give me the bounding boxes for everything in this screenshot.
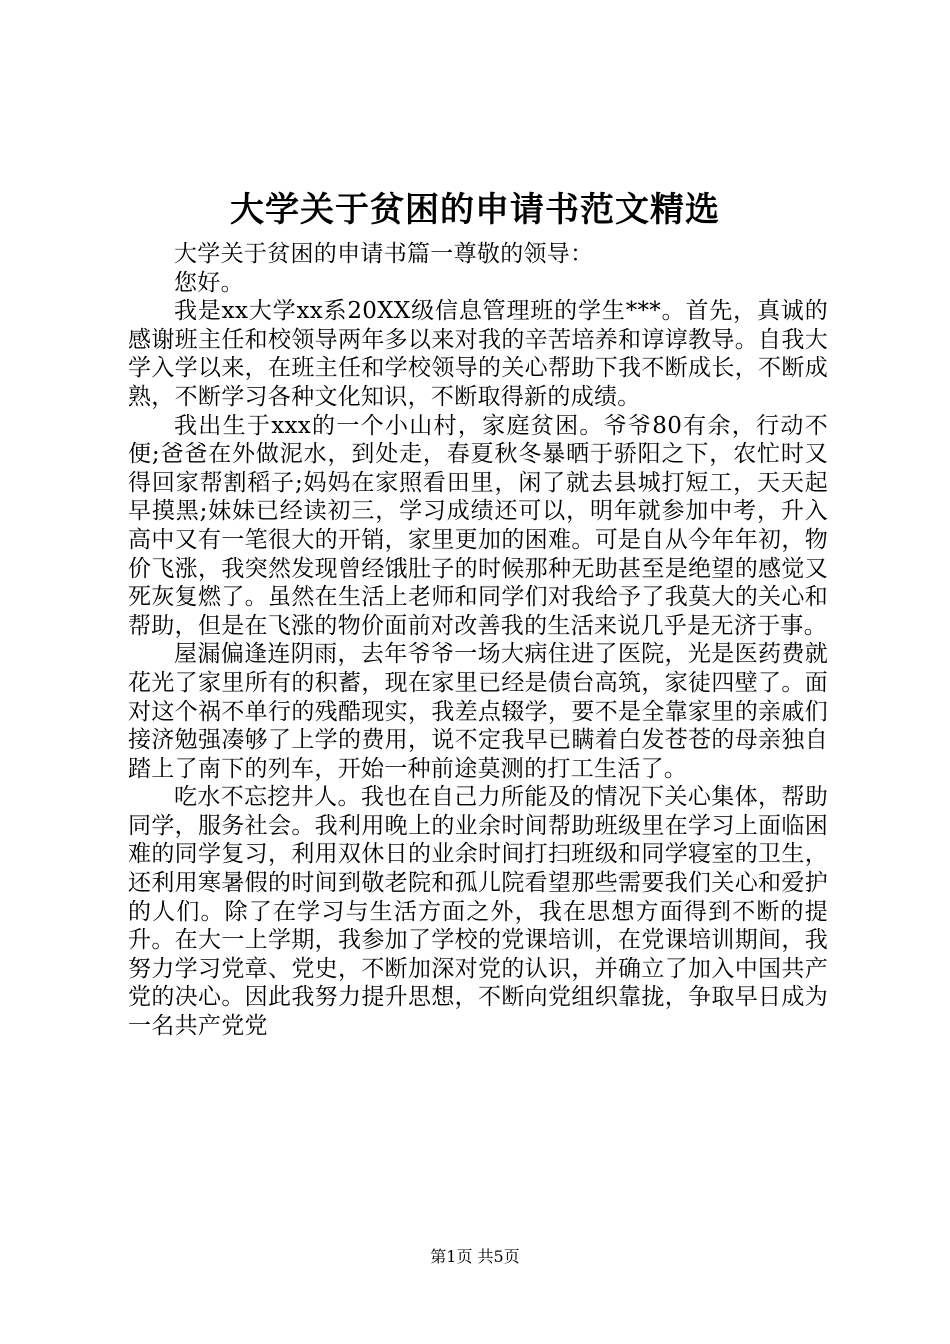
document-title: 大学关于贫困的申请书范文精选 xyxy=(230,190,720,230)
paragraph-hardship: 屋漏偏逢连阴雨，去年爷爷一场大病住进了医院，光是医药费就花光了家里所有的积蓄，现在家里已经是债台高筑，家徒四壁了。面对这个祸不单行的残酷现实，我差点辍学，要不是全靠家里的亲戚们接济勉强凑够了上学的费用，说不定我早已瞒着白发苍苍的母亲独自踏上了南下的列车，开始一种前途莫测的打工生活了。 xyxy=(128,641,828,782)
document-body xyxy=(128,240,828,1041)
paragraph-contribution: 吃水不忘挖井人。我也在自己力所能及的情况下关心集体，帮助同学，服务社会。我利用晚上的业余时间帮助班级里在学习上面临困难的同学复习，利用双休日的业余时间打扫班级和同学寝室的卫生，还利用寒暑假的时间到敬老院和孤儿院看望那些需要我们关心和爱护的人们。除了在学习与生活方面之外，我在思想方面得到不断的提升。在大一上学期，我参加了学校的党课培训，在党课培训期间，我努力学习党章、党史，不断加深对党的认识，并确立了加入中国共产党的决心。因此我努力提升思想，不断向党组织靠拢，争取早日成为一名共产党党 xyxy=(128,784,828,1040)
paragraph-introduction: 我是xx大学xx系20XX级信息管理班的学生***。首先，真诚的感谢班主任和校领导两年多以来对我的辛苦培养和谆谆教导。自我大学入学以来，在班主任和学校领导的关心帮助下我不断成长，不断成熟，不断学习各种文化知识，不断取得新的成绩。 xyxy=(128,298,828,410)
page-footer: 第1页 共5页 xyxy=(430,1247,520,1266)
paragraph-salutation: 大学关于贫困的申请书篇一尊敬的领导： xyxy=(174,241,594,267)
paragraph-family-situation: 我出生于xxx的一个小山村，家庭贫困。爷爷80有余，行动不便;爸爸在外做泥水，到处走，春夏秋冬暴晒于骄阳之下，农忙时又得回家帮割稻子;妈妈在家照看田里，闲了就去县城打短工，天天起早摸黑;妹妹已经读初三，学习成绩还可以，明年就参加中考，升入高中又有一笔很大的开销，家里更加的困难。可是自从今年年初，物价飞涨，我突然发现曾经饿肚子的时候那种无助甚至是绝望的感觉又死灰复燃了。虽然在生活上老师和同学们对我给予了我莫大的关心和帮助，但是在飞涨的物价面前对改善我的生活来说几乎是无济于事。 xyxy=(128,412,828,639)
paragraph-greeting: 您好。 xyxy=(174,269,244,296)
